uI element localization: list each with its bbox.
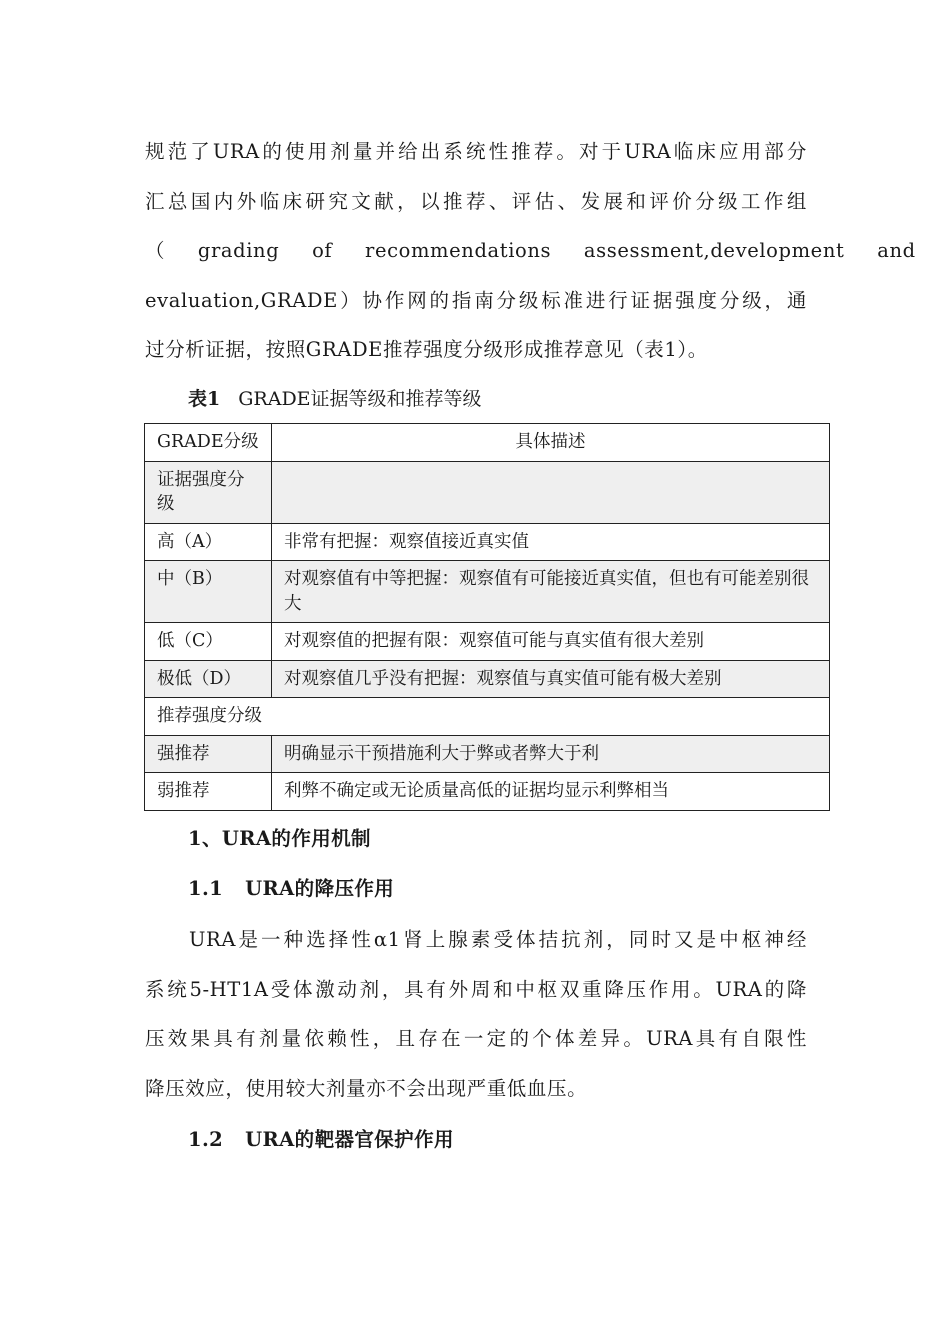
row-grade-cell: 高（A） xyxy=(145,523,272,561)
row-description-cell: 明确显示干预措施利大于弊或者弊大于利 xyxy=(272,735,830,773)
table-row xyxy=(145,773,830,811)
table-row xyxy=(145,623,830,661)
subsection-heading xyxy=(188,873,394,901)
section-cell: 推荐强度分级 xyxy=(145,698,830,736)
table-row xyxy=(145,561,830,623)
row-description-cell: 对观察值的把握有限：观察值可能与真实值有很大差别 xyxy=(272,623,830,661)
intro-line: 规范了URA的使用剂量并给出系统性推荐。对于URA临床应用部分 xyxy=(145,140,807,163)
header-cell-grade: GRADE分级 xyxy=(145,424,272,462)
row-grade-cell: 弱推荐 xyxy=(145,773,272,811)
section-heading xyxy=(188,823,371,851)
row-description-cell: 对观察值几乎没有把握：观察值与真实值可能有极大差别 xyxy=(272,660,830,698)
table-row xyxy=(145,461,830,523)
intro-line: （ grading of recommendations assessment,development and xyxy=(145,239,916,262)
row-grade-cell: 极低（D） xyxy=(145,660,272,698)
row-grade-cell: 证据强度分级 xyxy=(145,461,272,523)
table-header-row xyxy=(145,424,830,462)
subsection-number: 1.1 xyxy=(188,877,224,900)
intro-paragraph xyxy=(145,127,916,375)
table-row xyxy=(145,660,830,698)
row-description-cell: 非常有把握：观察值接近真实值 xyxy=(272,523,830,561)
intro-line: 汇总国内外临床研究文献，以推荐、评估、发展和评价分级工作组 xyxy=(145,189,807,213)
subsection-title: URA的降压作用 xyxy=(245,877,395,900)
header-cell-description: 具体描述 xyxy=(272,424,830,462)
subsection-number: 1.2 xyxy=(188,1128,224,1151)
intro-line: evaluation,GRADE）协作网的指南分级标准进行证据强度分级，通 xyxy=(145,288,807,312)
intro-line: 过分析证据，按照GRADE推荐强度分级形成推荐意见（表1）。 xyxy=(145,338,708,361)
row-grade-cell: 强推荐 xyxy=(145,735,272,773)
row-description-cell: 利弊不确定或无论质量高低的证据均显示利弊相当 xyxy=(272,773,830,811)
row-description-cell: 对观察值有中等把握：观察值有可能接近真实值，但也有可能差别很大 xyxy=(272,561,830,623)
section-number: 1、 xyxy=(188,827,222,850)
subsection-heading xyxy=(188,1124,454,1152)
table-caption-title: GRADE证据等级和推荐等级 xyxy=(238,388,482,410)
subsection-title: URA的靶器官保护作用 xyxy=(245,1128,454,1151)
grade-table xyxy=(144,423,830,811)
row-grade-cell: 低（C） xyxy=(145,623,272,661)
body-paragraph xyxy=(145,915,807,1113)
table-row xyxy=(145,523,830,561)
table-caption xyxy=(188,384,482,414)
row-description-cell xyxy=(272,461,830,523)
table-section-row xyxy=(145,698,830,736)
row-grade-cell: 中（B） xyxy=(145,561,272,623)
section-title: URA的作用机制 xyxy=(221,827,371,850)
body-line: 降压效应，使用较大剂量亦不会出现严重低血压。 xyxy=(145,1076,588,1100)
body-line: URA是一种选择性α1肾上腺素受体拮抗剂，同时又是中枢神经 xyxy=(189,928,807,951)
table-caption-label: 表1 xyxy=(188,388,221,410)
body-line: 系统5-HT1A受体激动剂，具有外周和中枢双重降压作用。URA的降 xyxy=(145,977,807,1001)
body-line: 压效果具有剂量依赖性，且存在一定的个体差异。URA具有自限性 xyxy=(145,1027,807,1050)
table-row xyxy=(145,735,830,773)
